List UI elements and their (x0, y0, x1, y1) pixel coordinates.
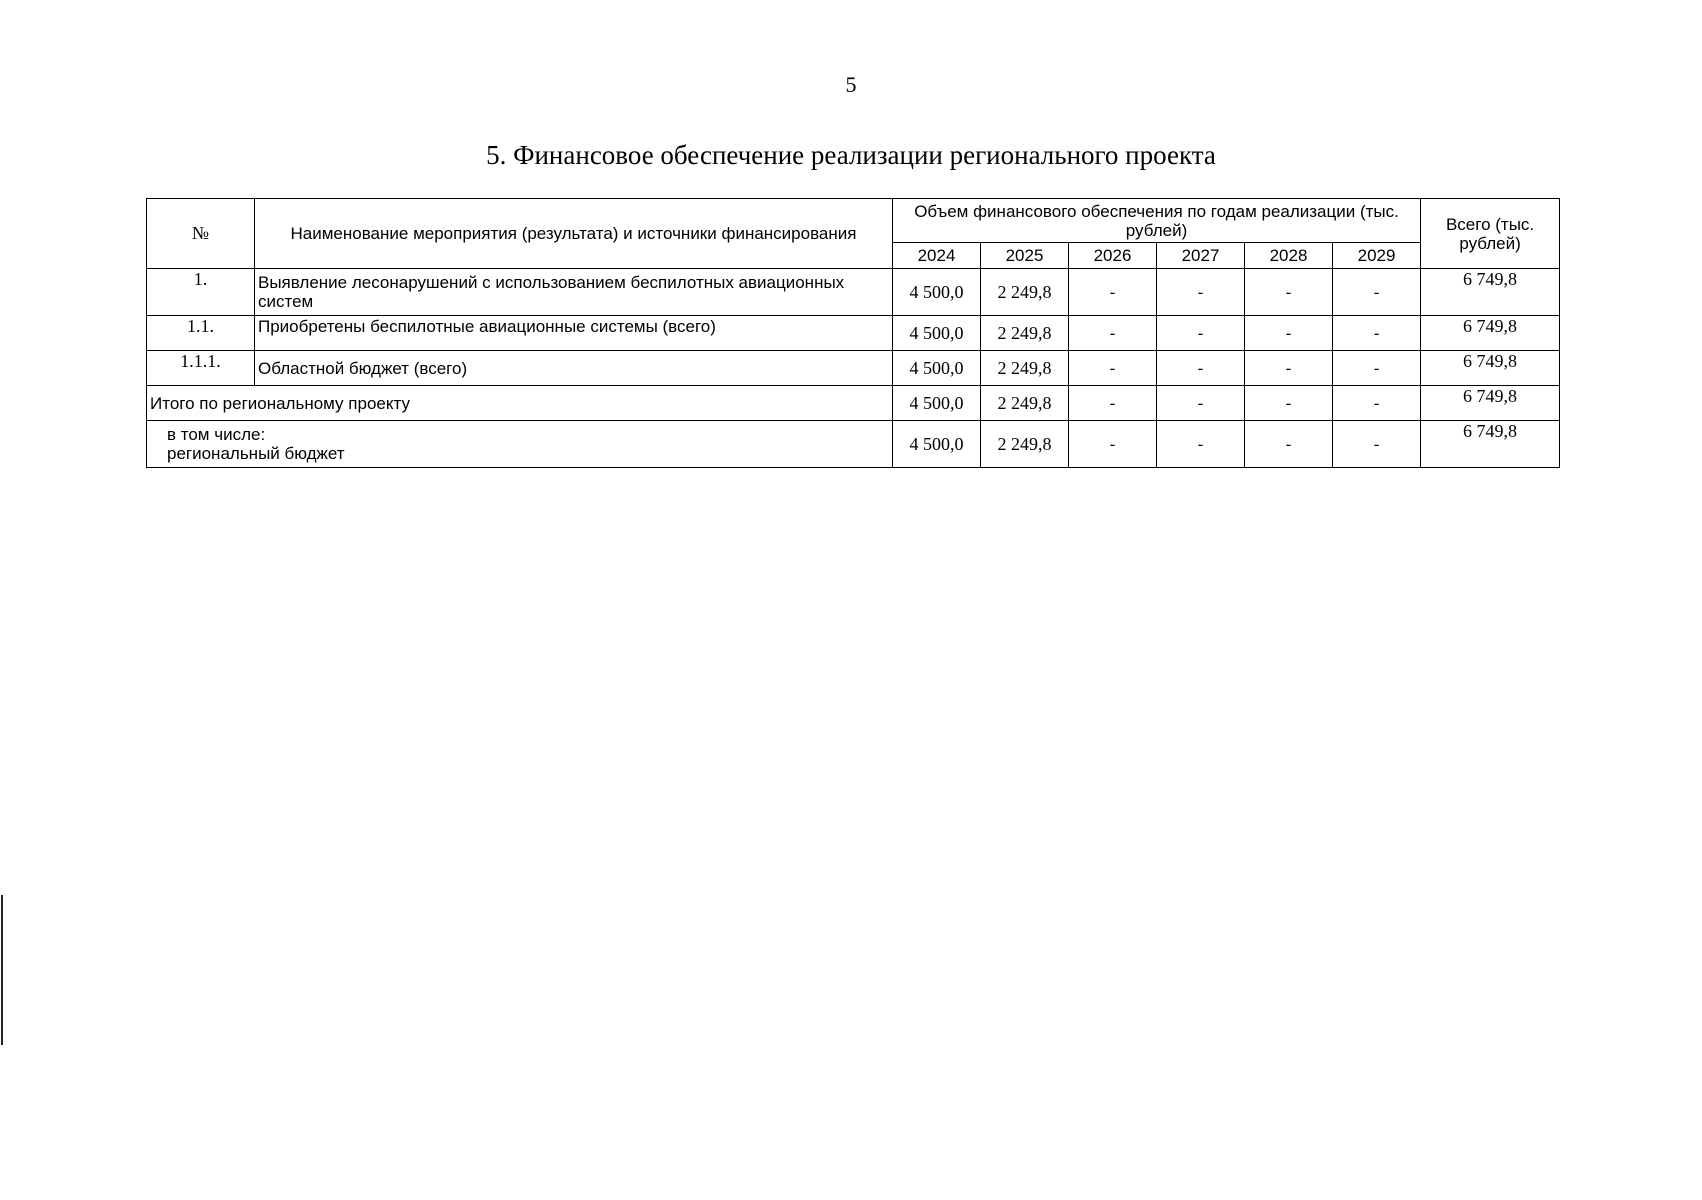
value-cell: - (1069, 386, 1157, 421)
total-cell: 6 749,8 (1421, 351, 1560, 386)
header-year: 2027 (1157, 243, 1245, 269)
section-title: 5. Финансовое обеспечение реализации регионального проекта (486, 140, 1216, 170)
value-cell: - (1157, 386, 1245, 421)
total-cell: 6 749,8 (1421, 269, 1560, 316)
value-cell: - (1245, 269, 1333, 316)
row-name: Областной бюджет (всего) (255, 351, 893, 386)
value-cell: - (1333, 269, 1421, 316)
value-cell: - (1333, 421, 1421, 468)
value-cell: 4 500,0 (893, 351, 981, 386)
header-row (147, 199, 1560, 243)
scan-margin-line (1, 895, 3, 1045)
value-cell: 2 249,8 (981, 386, 1069, 421)
header-year: 2029 (1333, 243, 1421, 269)
value-cell: 4 500,0 (893, 269, 981, 316)
total-cell: 6 749,8 (1421, 421, 1560, 468)
subtotal-label-line1: в том числе: (167, 425, 266, 444)
value-cell: 2 249,8 (981, 316, 1069, 351)
value-cell: - (1157, 421, 1245, 468)
total-row-label: Итого по региональному проекту (147, 386, 893, 421)
value-cell: 4 500,0 (893, 386, 981, 421)
total-cell: 6 749,8 (1421, 386, 1560, 421)
header-year: 2025 (981, 243, 1069, 269)
value-cell: - (1333, 351, 1421, 386)
row-name: Приобретены беспилотные авиационные системы (всего) (255, 316, 893, 351)
row-number: 1. (147, 269, 255, 316)
table-row (147, 421, 1560, 468)
financing-table (146, 198, 1560, 468)
row-number: 1.1. (147, 316, 255, 351)
subtotal-row-label (147, 421, 893, 468)
value-cell: - (1069, 421, 1157, 468)
value-cell: 4 500,0 (893, 421, 981, 468)
value-cell: - (1333, 386, 1421, 421)
value-cell: - (1333, 316, 1421, 351)
header-year: 2024 (893, 243, 981, 269)
row-number: 1.1.1. (147, 351, 255, 386)
value-cell: - (1245, 421, 1333, 468)
header-name: Наименование мероприятия (результата) и источники финансирования (255, 199, 893, 269)
value-cell: - (1157, 269, 1245, 316)
value-cell: - (1245, 351, 1333, 386)
value-cell: - (1245, 386, 1333, 421)
header-number: № (147, 199, 255, 269)
value-cell: - (1157, 351, 1245, 386)
value-cell: - (1245, 316, 1333, 351)
table-row (147, 316, 1560, 351)
subtotal-label-line2: региональный бюджет (167, 444, 345, 463)
row-name: Выявление лесонарушений с использованием беспилотных авиационных систем (255, 269, 893, 316)
header-total: Всего (тыс. рублей) (1421, 199, 1560, 269)
value-cell: 2 249,8 (981, 351, 1069, 386)
value-cell: 2 249,8 (981, 421, 1069, 468)
value-cell: 4 500,0 (893, 316, 981, 351)
total-cell: 6 749,8 (1421, 316, 1560, 351)
table-row (147, 351, 1560, 386)
value-cell: - (1069, 316, 1157, 351)
header-year: 2026 (1069, 243, 1157, 269)
header-volume: Объем финансового обеспечения по годам реализации (тыс. рублей) (893, 199, 1421, 243)
value-cell: - (1069, 269, 1157, 316)
table-row (147, 386, 1560, 421)
page-number: 5 (845, 72, 857, 97)
value-cell: - (1157, 316, 1245, 351)
value-cell: - (1069, 351, 1157, 386)
table-row (147, 269, 1560, 316)
value-cell: 2 249,8 (981, 269, 1069, 316)
header-year: 2028 (1245, 243, 1333, 269)
